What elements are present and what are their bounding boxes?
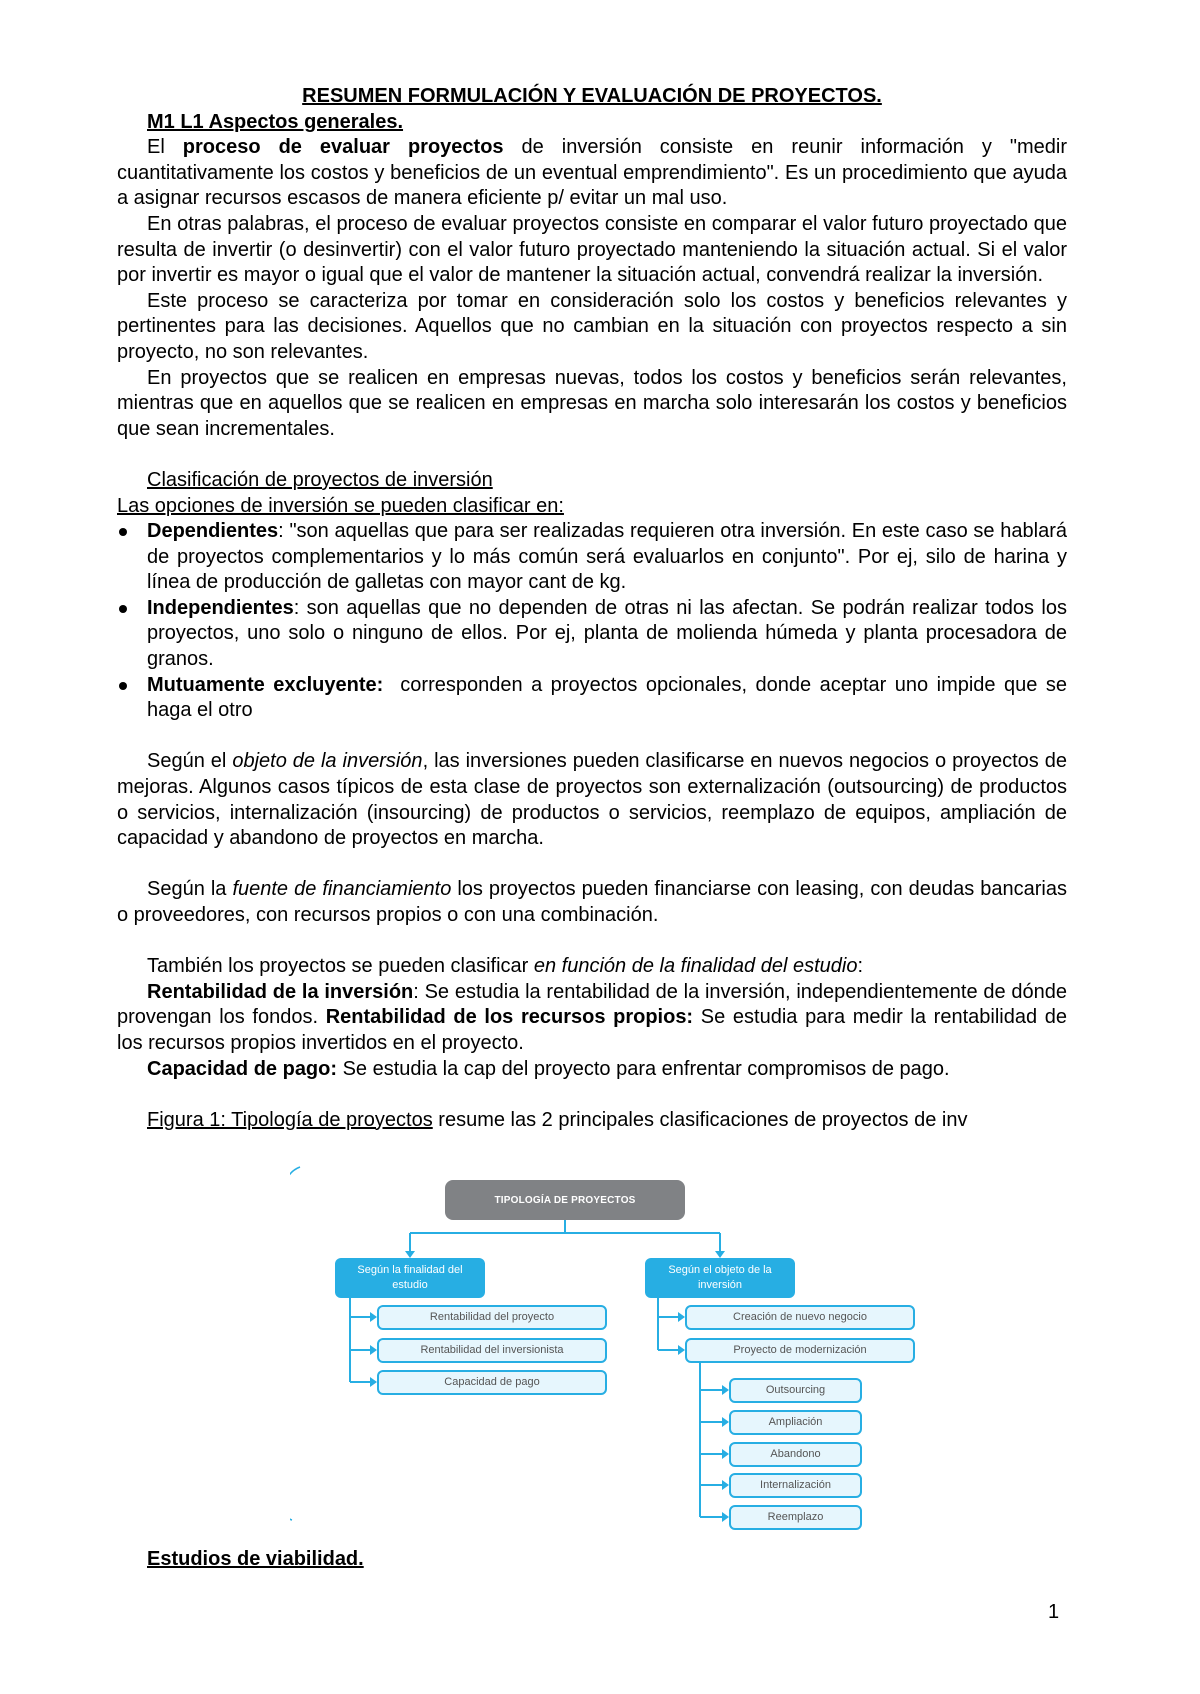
bullet-icon [119,682,127,690]
text: Se estudia para medir la rentabilidad de los recursos propios invertidos en el proyecto. [117,1006,1067,1054]
paragraph-rentabilidad [117,980,1067,1057]
bold-term: Rentabilidad de los recursos propios: [325,1006,694,1029]
text: : [278,520,290,543]
bullet-text: "son aquellas que para ser realizadas requieren otra inversión. En este caso se hablará de proyectos complementarios y lo más común será evaluarlos en conjunto". Por ej, silo de harina y línea de producción de galletas con mayor cant de kg. [147,520,1068,594]
text: los proyectos pueden financiarse con leasing, con deudas bancarias o proveedores, con recursos propios o con una combinación. [117,878,1067,926]
bold-term: Rentabilidad de la inversión [147,980,414,1003]
diagram-leaf-reemplazo: Reemplazo [729,1505,862,1530]
diagram-branch-objeto: Según el objeto de la inversión [645,1258,795,1298]
bold-term: Capacidad de pago: [147,1057,338,1080]
classification-list [117,519,1067,724]
text [383,674,400,696]
paragraph-costos-relevantes: Este proceso se caracteriza por tomar en consideración solo los costos y beneficios relevantes y pertinentes para las decisiones. Aquellos que no cambian en la situación con proyectos respecto a sin proyecto, no son relevantes. [117,289,1067,363]
diagram-root-node: TIPOLOGÍA DE PROYECTOS [445,1180,685,1220]
bold-term: proceso de evaluar proyectos [182,136,504,159]
figure-reference-link[interactable]: Figura 1: Tipología de proyectos [147,1108,433,1131]
diagram-leaf-internalizacion: Internalización [729,1473,862,1498]
list-item [117,519,1067,596]
diagram-leaf-outsourcing: Outsourcing [729,1378,862,1403]
paragraph-proceso [117,135,1067,212]
bullet-icon [119,528,127,536]
diagram-leaf-ampliacion: Ampliación [729,1410,862,1435]
spacer [117,724,1067,750]
paragraph-figura [117,1108,1067,1134]
document-page [117,84,1067,1133]
paragraph-finalidad [117,954,1067,980]
text: : Se estudia la rentabilidad de la inversión, independientemente de dónde provengan los fondos. [117,980,1067,1029]
diagram-leaf-nuevo-negocio: Creación de nuevo negocio [685,1305,915,1330]
text: También los proyectos se pueden clasificar [147,955,534,978]
bullet-text: son aquellas que no dependen de otras ni las afectan. Se podrán realizar todos los proyectos, uno solo o ninguno de ellos. Por ej, planta de molienda húmeda y planta procesadora de granos. [147,596,1067,671]
document-title: RESUMEN FORMULACIÓN Y EVALUACIÓN DE PROYECTOS. [302,85,882,107]
italic-term: en función de la finalidad del estudio [533,955,858,978]
bullet-term: Dependientes [147,520,279,543]
section-heading-m1: M1 L1 Aspectos generales. [147,110,404,133]
text: El [147,136,183,159]
subheading-opciones: Las opciones de inversión se pueden clasificar en: [117,494,564,517]
italic-term: objeto de la inversión [232,750,423,773]
paragraph-objeto [117,749,1067,851]
paragraph-capacidad [117,1057,1067,1083]
text: : [857,955,864,978]
bullet-term: Mutuamente excluyente: [147,673,384,696]
text: resume las 2 principales clasificaciones de proyectos de inv [432,1108,968,1131]
spacer [117,929,1067,955]
paragraph-fuente [117,877,1067,928]
diagram-branch-finalidad: Según la finalidad del estudio [335,1258,485,1298]
diagram-leaf-capacidad-pago: Capacidad de pago [377,1370,607,1395]
paragraph-empresas-nuevas: En proyectos que se realicen en empresas nuevas, todos los costos y beneficios serán relevantes, mientras que en aquellos que se realicen en empresas en marcha solo interesarán los costos y beneficios que sean incrementales. [117,366,1067,440]
spacer [117,852,1067,878]
text: Se estudia la cap del proyecto para enfrentar compromisos de pago. [337,1057,950,1080]
diagram-leaf-modernizacion: Proyecto de modernización [685,1338,915,1363]
bullet-text: corresponden a proyectos opcionales, donde aceptar uno impide que se haga el otro [147,673,1067,722]
list-item [117,673,1067,724]
spacer [117,1082,1067,1108]
italic-term: fuente de financiamiento [232,878,452,901]
typology-diagram [290,1165,950,1545]
section-heading-estudios: Estudios de viabilidad. [147,1548,364,1570]
subheading-clasificacion: Clasificación de proyectos de inversión [147,468,493,491]
bullet-icon [119,605,127,613]
text: de inversión consiste en reunir información y "medir cuantitativamente los costos y beneficios de un eventual emprendimiento". Es un procedimiento que ayuda a asignar recursos escasos de manera eficiente p/ evitar un mal uso. [117,136,1068,210]
diagram-leaf-rentabilidad-inversionista: Rentabilidad del inversionista [377,1338,607,1363]
page-number: 1 [1048,1601,1060,1623]
text: Según la [147,878,233,901]
diagram-leaf-abandono: Abandono [729,1442,862,1467]
text: Según el [147,750,233,773]
text: , las inversiones pueden clasificarse en nuevos negocios o proyectos de mejoras. Algunos casos típicos de esta clase de proyectos son externalización (outsourcing) de productos o servicios, internalización (insourcing) de productos o servicios, reemplazo de equipos, ampliación de capacidad y abandono de proyectos en marcha. [117,750,1067,850]
diagram-leaf-rentabilidad-proyecto: Rentabilidad del proyecto [377,1305,607,1330]
bullet-term: Independientes [147,596,294,619]
spacer [117,442,1067,468]
list-item [117,596,1067,673]
text: : [293,596,307,619]
paragraph-otras-palabras: En otras palabras, el proceso de evaluar proyectos consiste en comparar el valor futuro proyectado que resulta de invertir (o desinvertir) con el valor futuro proyectado manteniendo la situación actual. Si el valor por invertir es mayor o igual que el valor de mantener la situación actual, convendrá realizar la inversión. [117,212,1067,287]
